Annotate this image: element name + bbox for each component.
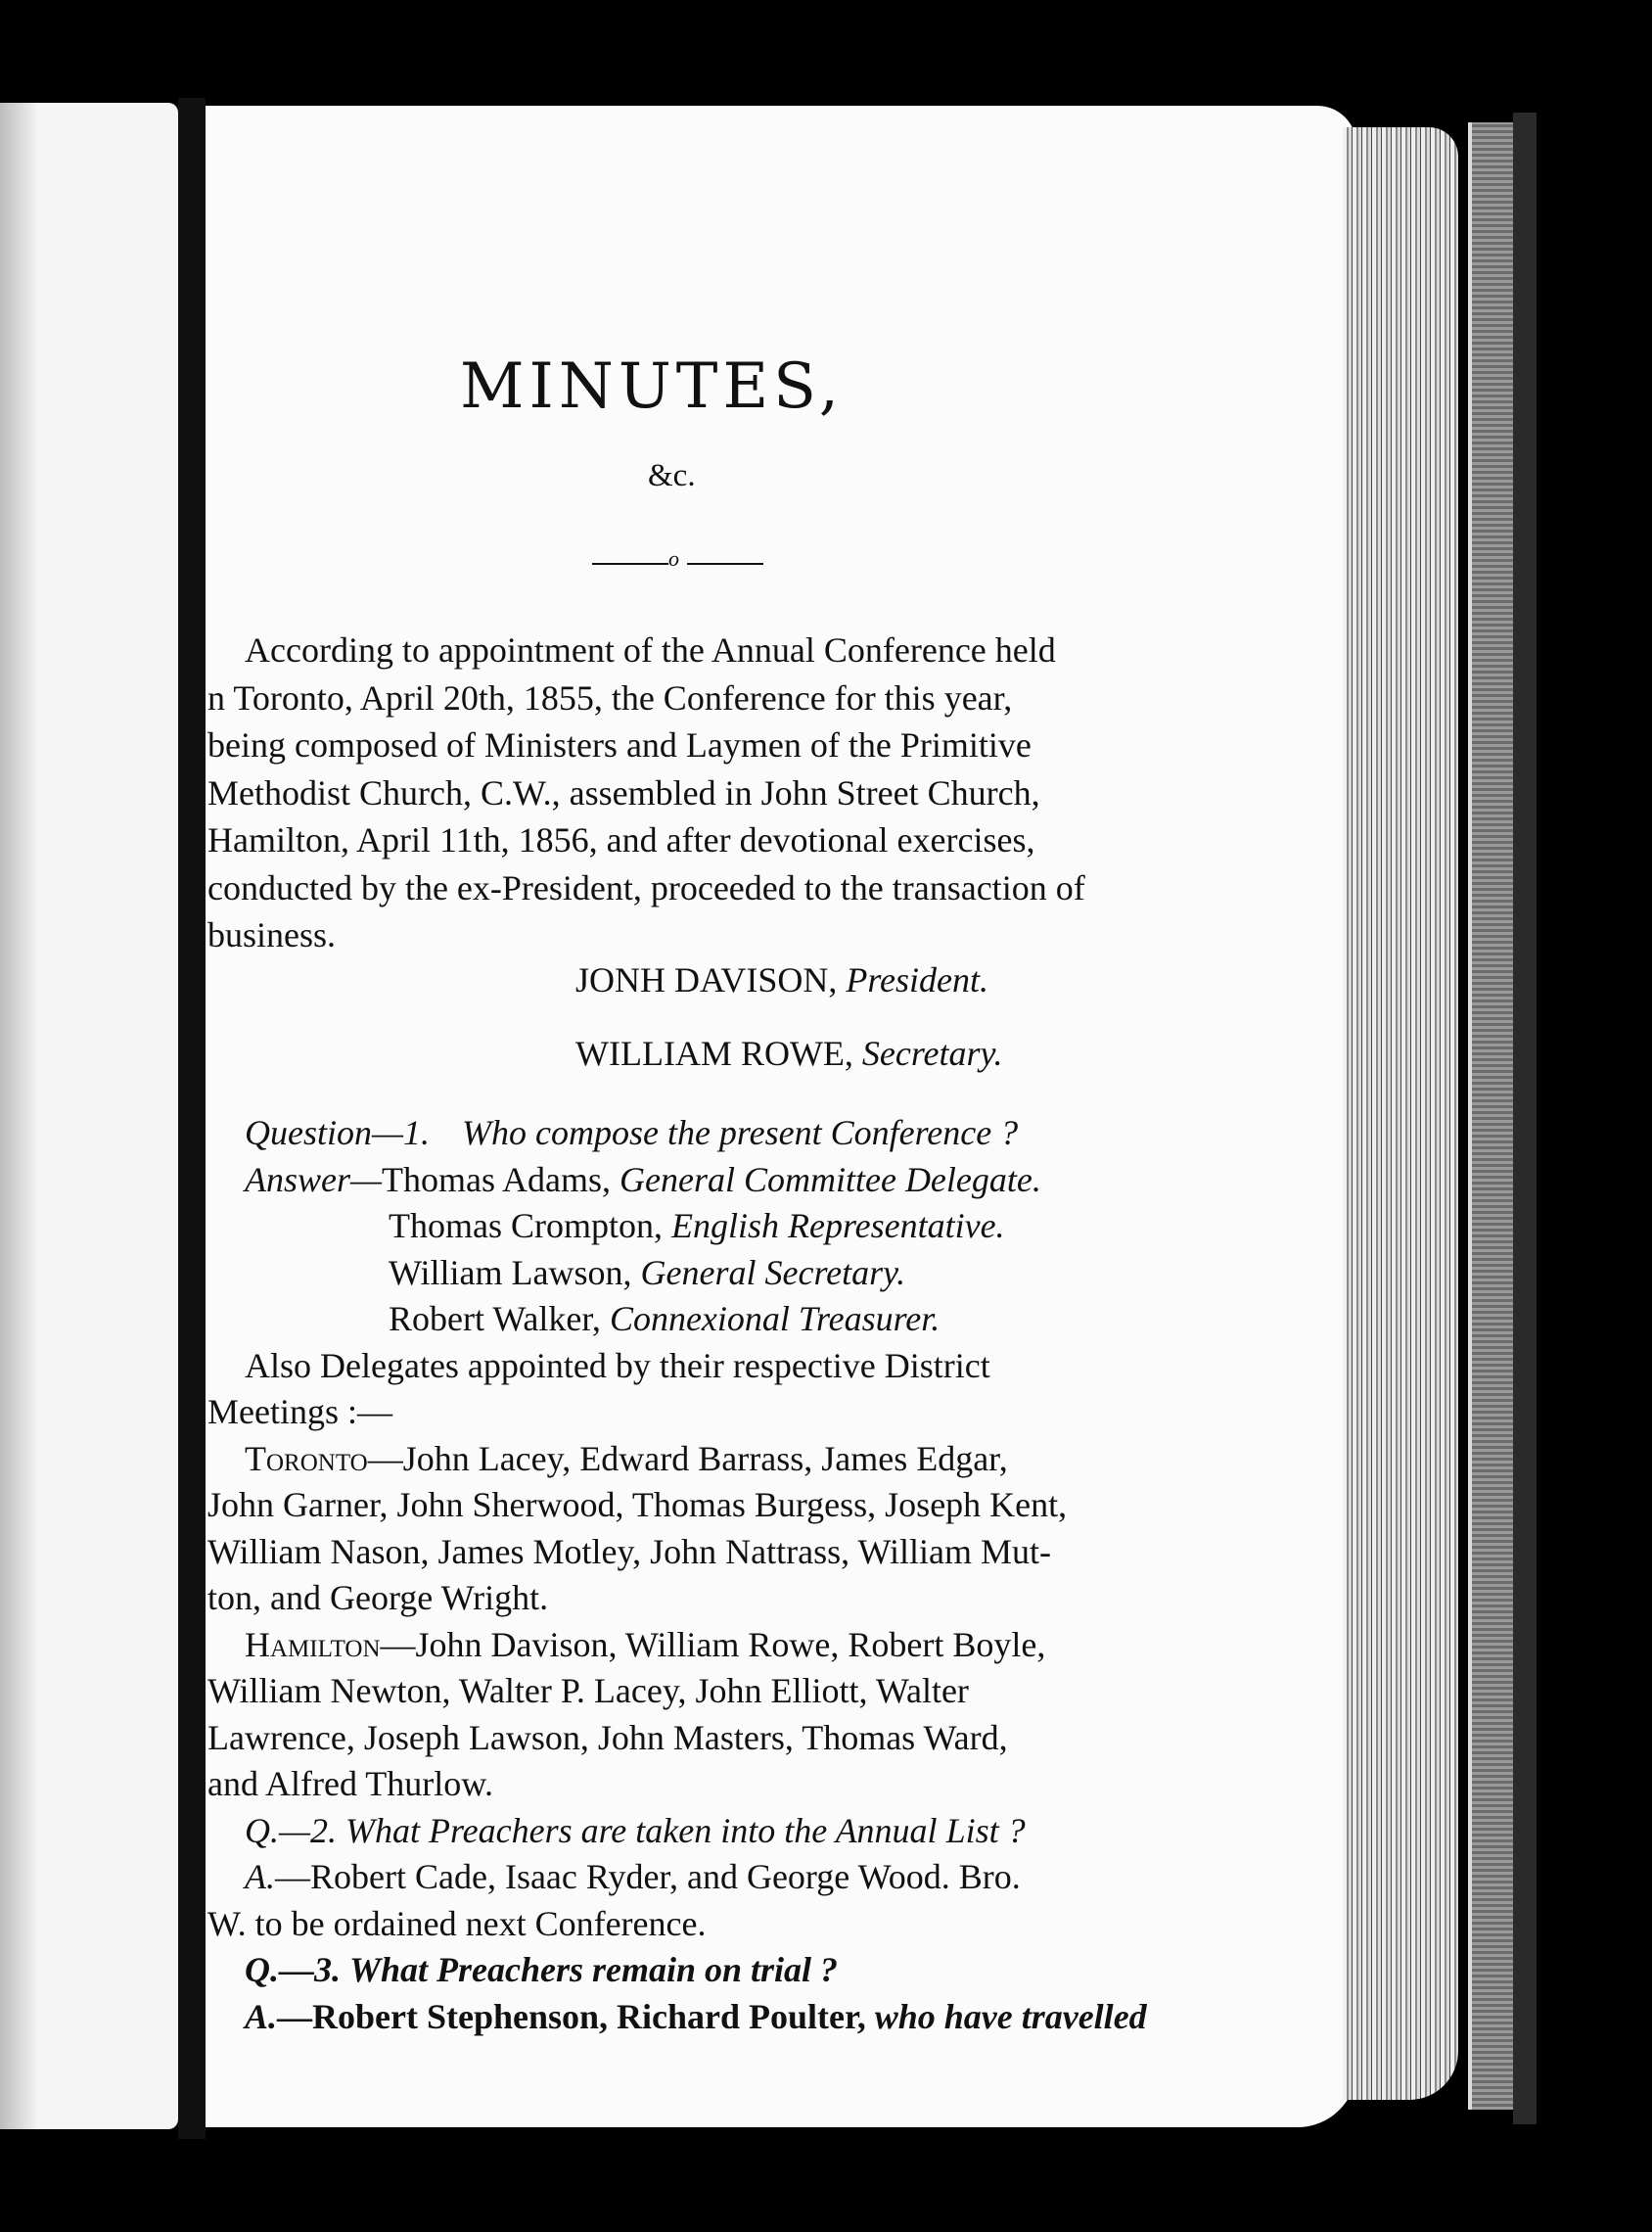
hamilton-district-line [207,1622,1147,1669]
question-3-text: What Preachers remain on trial ? [349,1950,839,1989]
toronto-district-line: ton, and George Wright. [207,1578,549,1617]
answer-1-line [207,1203,1147,1250]
member-role: General Committee Delegate. [620,1159,1041,1199]
member-role: Connexional Treasurer. [609,1299,941,1338]
president-signature [575,959,988,1000]
left-page-shadow [0,103,39,2129]
intro-line: Methodist Church, C.W., assembled in John Street Church, [207,772,1040,813]
answer-1-line [207,1296,1147,1343]
decorative-rule-mark: o [668,546,679,571]
toronto-delegates: —John Lacey, Edward Barrass, James Edgar, [367,1438,1008,1478]
hamilton-delegates: —John Davison, William Rowe, Robert Boyle, [380,1624,1046,1664]
toronto-district-line [207,1436,1147,1483]
answer-3-text: —Robert Stephenson, Richard Poulter, [277,1996,866,2036]
intro-line: conducted by the ex-President, proceeded to the transaction of [207,867,1085,907]
president-name: JONH DAVISON, [575,960,838,1000]
toronto-label: Toronto [245,1438,368,1478]
question-3-label: Q.—3. [245,1950,341,1989]
question-2-label: Q.—2. [245,1810,338,1850]
hamilton-district-line: Lawrence, Joseph Lawson, John Masters, Thomas Ward, [207,1717,1008,1757]
answer-2-line [207,1854,1147,1901]
secretary-role: Secretary. [861,1034,1003,1073]
member-name: William Lawson, [389,1252,632,1292]
book-gutter [178,98,206,2139]
page-subtitle: &c. [648,458,696,493]
question-1 [207,1110,1147,1157]
secretary-signature [575,1033,1003,1074]
question-1-label: Question—1. [245,1113,430,1152]
page-title: MINUTES, [460,350,845,423]
answer-3-line [207,1994,1147,2041]
decorative-rule-left [592,563,668,565]
question-2 [207,1808,1147,1855]
toronto-district-line: William Nason, James Motley, John Nattrass, William Mut- [207,1531,1051,1571]
intro-line: business. [207,915,337,954]
answer-3-label: A. [245,1996,278,2036]
question-1-text: Who compose the present Conference ? [462,1113,1019,1152]
president-role: President. [846,960,989,1000]
answer-2-label: A. [245,1857,275,1896]
secretary-name: WILLIAM ROWE, [575,1034,853,1073]
answer-2-line: W. to be ordained next Conference. [207,1903,707,1943]
hamilton-label: Hamilton [245,1624,381,1664]
answer-2-text: —Robert Cade, Isaac Ryder, and George Wood. Bro. [275,1857,1021,1896]
cover-board [1468,122,1517,2110]
answer-1-line [207,1157,1147,1204]
question-3 [207,1947,1147,1994]
toronto-district-line: John Garner, John Sherwood, Thomas Burgess, Joseph Kent, [207,1485,1068,1524]
also-delegates-line: Also Delegates appointed by their respective District [245,1345,990,1385]
member-role: General Secretary. [640,1252,906,1292]
hamilton-district-line: William Newton, Walter P. Lacey, John Elliott, Walter [207,1671,969,1710]
answer-1-label: Answer— [245,1159,383,1199]
member-name: Robert Walker, [389,1299,601,1338]
answer-1-line [207,1250,1147,1297]
intro-line: According to appointment of the Annual Conference held [245,630,1056,670]
intro-line: being composed of Ministers and Laymen of the Primitive [207,725,1032,765]
intro-line: Hamilton, April 11th, 1856, and after devotional exercises, [207,820,1035,860]
decorative-rule-right [687,563,763,565]
member-role: English Representative. [670,1206,1005,1245]
left-page-edge [0,103,178,2129]
member-name: Thomas Crompton, [389,1206,663,1245]
questions-section [207,1110,1147,2040]
member-name: Thomas Adams, [382,1159,611,1199]
page-edges [1343,127,1458,2100]
also-delegates-line: Meetings :— [207,1392,392,1431]
question-2-text: What Preachers are taken into the Annual List ? [345,1810,1026,1850]
answer-3-tail: who have travelled [874,1996,1147,2036]
hamilton-district-line: and Alfred Thurlow. [207,1764,493,1803]
intro-paragraph [207,627,1167,959]
intro-line: n Toronto, April 20th, 1855, the Conference for this year, [207,677,1013,718]
cover-frame [1513,113,1537,2124]
